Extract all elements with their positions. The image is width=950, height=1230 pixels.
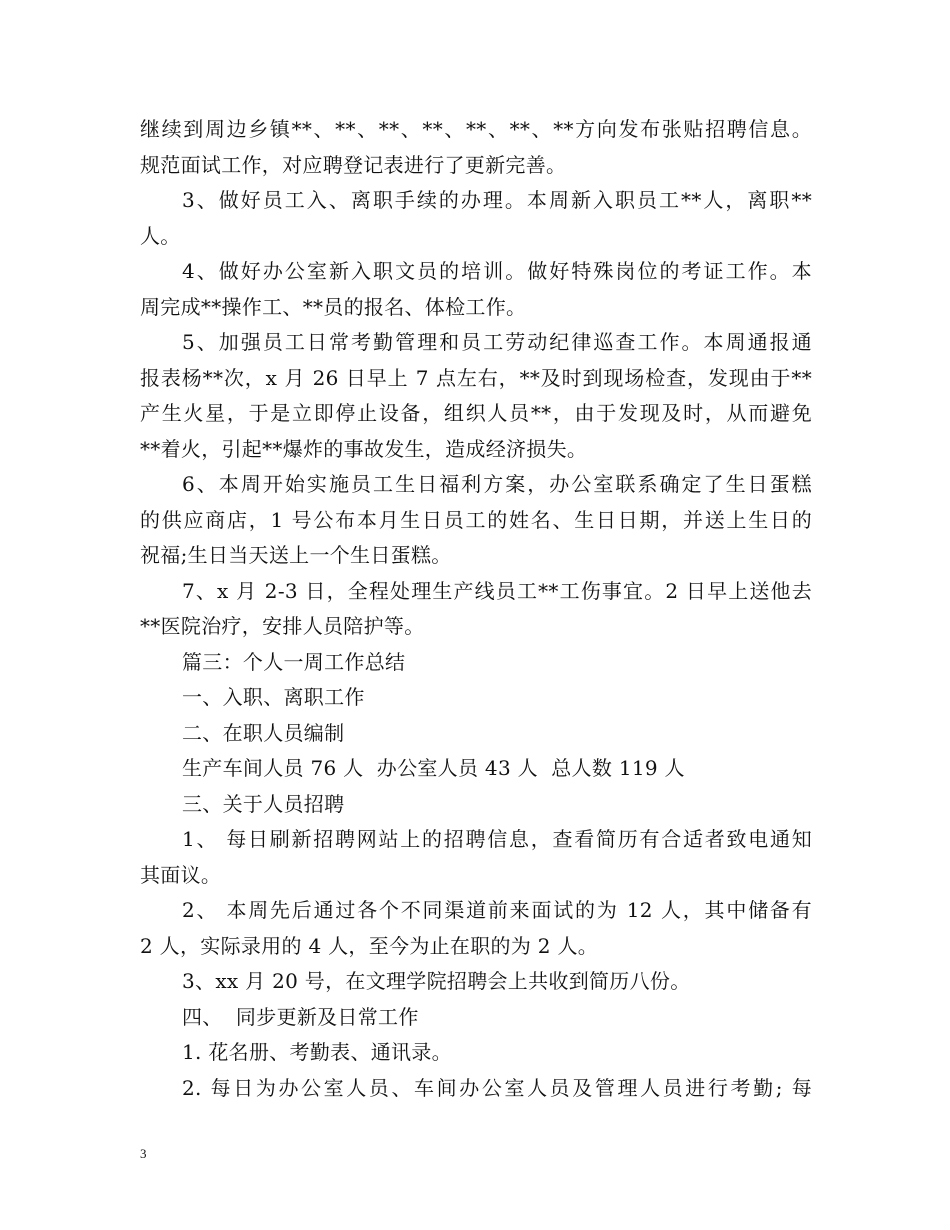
- text-line: 一、入职、离职工作: [182, 685, 365, 709]
- text-line: 6、本周开始实施员工生日福利方案，办公室联系确定了生日蛋糕: [182, 472, 812, 496]
- text-line: 篇三：个人一周工作总结: [182, 649, 406, 674]
- text-line: 继续到周边乡镇**、**、**、**、**、**、**方向发布张贴招聘信息。: [140, 117, 812, 141]
- text-line: **着火，引起**爆炸的事故发生，造成经济损失。: [140, 436, 588, 461]
- page-number: 3: [140, 1146, 147, 1161]
- text-line: 其面议。: [140, 862, 222, 887]
- text-line: 3、做好员工入、离职手续的办理。本周新入职员工**人，离职**: [182, 188, 812, 212]
- text-line: 7、x 月 2-3 日，全程处理生产线员工**工伤事宜。2 日早上送他去: [182, 578, 812, 603]
- text-line: 周完成**操作工、**员的报名、体检工作。: [140, 294, 527, 319]
- text-line: 三、关于人员招聘: [182, 791, 345, 816]
- text-line: 2. 每日为办公室人员、车间办公室人员及管理人员进行考勤; 每: [182, 1075, 812, 1100]
- text-line: 人。: [140, 223, 181, 248]
- text-line: **医院治疗，安排人员陪护等。: [140, 614, 425, 638]
- text-line: 生产车间人员 76 人 办公室人员 43 人 总人数 119 人: [182, 756, 685, 780]
- text-line: 2、 本周先后通过各个不同渠道前来面试的为 12 人，其中储备有: [182, 898, 812, 922]
- text-line: 祝福;生日当天送上一个生日蛋糕。: [140, 543, 452, 567]
- text-line: 的供应商店，1 号公布本月生日员工的姓名、生日日期，并送上生日的: [140, 507, 812, 532]
- text-line: 5、加强员工日常考勤管理和员工劳动纪律巡查工作。本周通报通: [182, 330, 812, 354]
- text-line: 产生火星，于是立即停止设备，组织人员**，由于发现及时，从而避免: [140, 401, 812, 425]
- text-line: 二、在职人员编制: [182, 720, 345, 745]
- text-line: 四、 同步更新及日常工作: [182, 1004, 419, 1029]
- text-line: 4、做好办公室新入职文员的培训。做好特殊岗位的考证工作。本: [182, 259, 812, 283]
- text-line: 3、xx 月 20 号，在文理学院招聘会上共收到简历八份。: [182, 969, 691, 993]
- text-line: 1、 每日刷新招聘网站上的招聘信息，查看简历有合适者致电通知: [182, 827, 812, 851]
- text-line: 2 人，实际录用的 4 人，至今为止在职的为 2 人。: [140, 933, 599, 958]
- body-text: [140, 112, 812, 1106]
- text-line: 报表杨**次，x 月 26 日早上 7 点左右，**及时到现场检查，发现由于**: [140, 365, 812, 390]
- text-line: 1. 花名册、考勤表、通讯录。: [182, 1040, 452, 1064]
- text-line: 规范面试工作，对应聘登记表进行了更新完善。: [140, 152, 567, 177]
